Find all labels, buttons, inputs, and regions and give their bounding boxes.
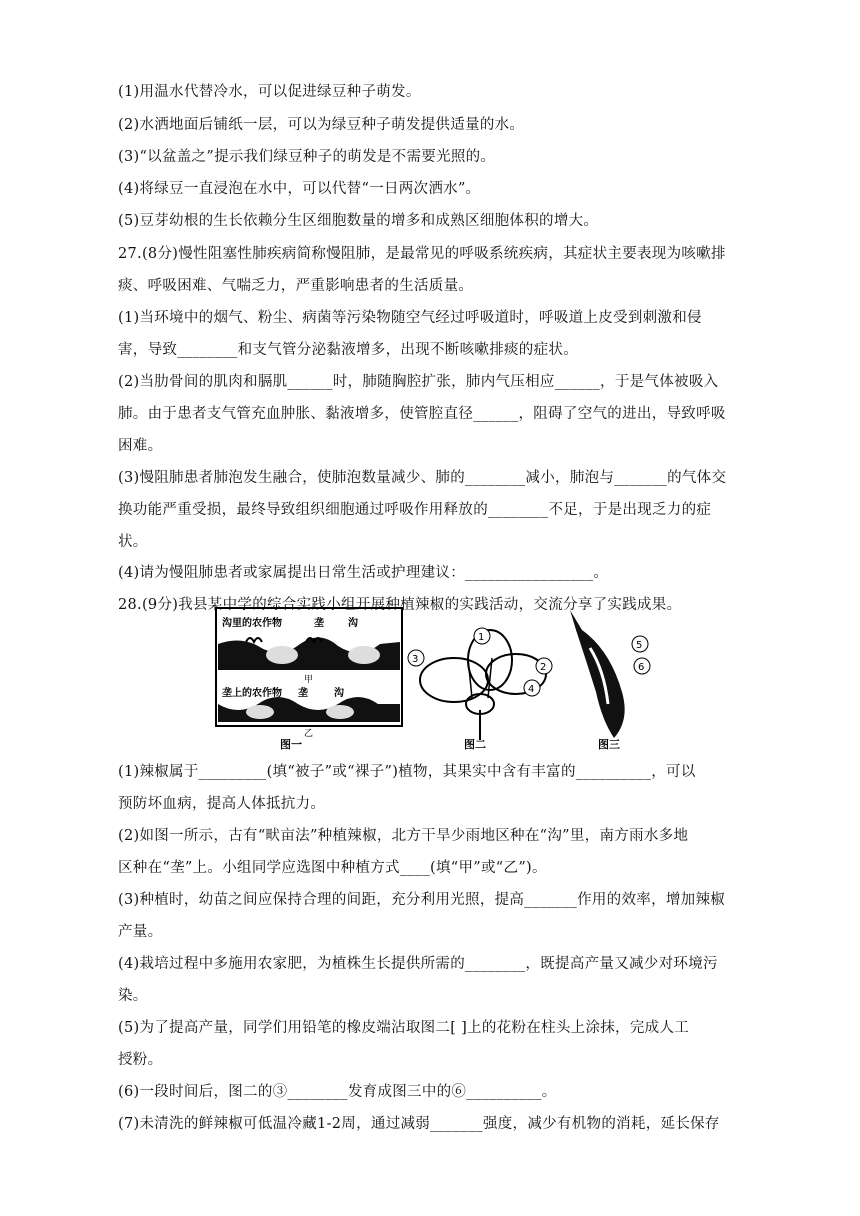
q26-statement-1: (1)用温水代替冷水，可以促进绿豆种子萌发。 xyxy=(118,84,421,100)
fig1-label-bottom-furrow: 沟 xyxy=(334,688,344,699)
q28-intro: 28.(9分)我县某中学的综合实践小组开展种植辣椒的实践活动，交流分享了实践成果。 xyxy=(118,597,682,613)
flower-label-3: 3 xyxy=(412,654,419,665)
flower-label-2: 2 xyxy=(540,662,547,673)
q27-part1-line-2: 害，导致________和支气管分泌黏液增多，出现不断咳嗽排痰的症状。 xyxy=(118,342,578,358)
fig1-label-bottom-ridge: 垄 xyxy=(298,688,308,699)
q28-part4-line-2: 染。 xyxy=(118,988,148,1004)
q27-intro-line-1: 27.(8分)慢性阻塞性肺疾病简称慢阻肺，是最常见的呼吸系统疾病，其症状主要表现为咳嗽排 xyxy=(118,246,726,262)
fruit-label-5: 5 xyxy=(636,640,643,651)
q26-statement-3: (3)“以盆盖之”提示我们绿豆种子的萌发是不需要光照的。 xyxy=(118,149,496,165)
q28-part1-line-1: (1)辣椒属于_________(填“被子”或“裸子”)植物，其果实中含有丰富的__________，可以 xyxy=(118,764,696,780)
figure-1-field-diagram xyxy=(216,608,402,750)
q27-part2-line-1: (2)当肋骨间的肌肉和膈肌______时，肺随胸腔扩张，肺内气压相应______，于是气体被吸入 xyxy=(118,374,719,390)
q27-part2-line-3: 困难。 xyxy=(118,438,163,454)
pepper-figures xyxy=(210,600,750,750)
q26-statement-4: (4)将绿豆一直浸泡在水中，可以代替“一日两次洒水”。 xyxy=(118,181,481,197)
fig1-label-a: 甲 xyxy=(304,675,314,685)
q28-part3-line-2: 产量。 xyxy=(118,924,163,940)
flower-label-4: 4 xyxy=(528,684,535,695)
q28-part1-line-2: 预防坏血病，提高人体抵抗力。 xyxy=(118,796,326,812)
fig1-label-b: 乙 xyxy=(304,729,314,739)
figure-3-caption: 图三 xyxy=(598,738,620,750)
q28-part3-line-1: (3)种植时，幼苗之间应保持合理的间距，充分利用光照，提高_______作用的效率，增加辣椒 xyxy=(118,892,726,908)
q28-part4-line-1: (4)栽培过程中多施用农家肥，为植株生长提供所需的________，既提高产量又减少对环境污 xyxy=(118,956,718,972)
q27-part4: (4)请为慢阻肺患者或家属提出日常生活或护理建议：_________________。 xyxy=(118,565,609,581)
figure-3-pepper-fruit xyxy=(570,610,650,750)
q28-part6: (6)一段时间后，图二的③________发育成图三中的⑥__________。 xyxy=(118,1084,557,1100)
q27-part2-line-2: 肺。由于患者支气管充血肿胀、黏液增多，使管腔直径______，阻碍了空气的进出，导致呼吸 xyxy=(118,406,726,422)
figure-2-flower-diagram xyxy=(408,628,552,750)
fruit-label-6: 6 xyxy=(638,662,645,673)
fig1-label-bottom-crop: 垄上的农作物 xyxy=(222,688,282,699)
q28-part5-line-1: (5)为了提高产量，同学们用铅笔的橡皮端沾取图二[ ]上的花粉在柱头上涂抹，完成人工 xyxy=(118,1020,690,1036)
q27-part3-line-3: 状。 xyxy=(118,534,148,550)
q28-part2-line-2: 区种在“垄”上。小组同学应选图中种植方式____(填“甲”或“乙”)。 xyxy=(118,860,547,876)
q27-part3-line-1: (3)慢阻肺患者肺泡发生融合，使肺泡数量减少、肺的________减小，肺泡与_______的气体交 xyxy=(118,470,727,486)
q28-part5-line-2: 授粉。 xyxy=(118,1052,163,1068)
q28-part2-line-1: (2)如图一所示，古有“畎亩法”种植辣椒，北方干旱少雨地区种在“沟”里，南方雨水多地 xyxy=(118,828,689,844)
q28-part7-line-1: (7)未清洗的鲜辣椒可低温冷藏1-2周，通过减弱_______强度，减少有机物的消耗，延长保存 xyxy=(118,1116,720,1132)
figure-1-caption: 图一 xyxy=(280,738,302,750)
q27-part1-line-1: (1)当环境中的烟气、粉尘、病菌等污染物随空气经过呼吸道时，呼吸道上皮受到刺激和侵 xyxy=(118,310,702,326)
fig1-label-top-crop: 沟里的农作物 xyxy=(222,618,282,629)
q27-intro-line-2: 痰、呼吸困难、气喘乏力，严重影响患者的生活质量。 xyxy=(118,278,474,294)
figure-2-caption: 图二 xyxy=(464,738,486,750)
q26-statement-5: (5)豆芽幼根的生长依赖分生区细胞数量的增多和成熟区细胞体积的增大。 xyxy=(118,213,599,229)
flower-label-1: 1 xyxy=(478,632,485,643)
fig1-label-top-furrow: 沟 xyxy=(348,618,358,629)
q26-statement-2: (2)水洒地面后铺纸一层，可以为绿豆种子萌发提供适量的水。 xyxy=(118,117,525,133)
q27-part3-line-2: 换功能严重受损，最终导致组织细胞通过呼吸作用释放的________不足，于是出现乏力的症 xyxy=(118,502,712,518)
fig1-label-top-ridge: 垄 xyxy=(314,618,324,629)
